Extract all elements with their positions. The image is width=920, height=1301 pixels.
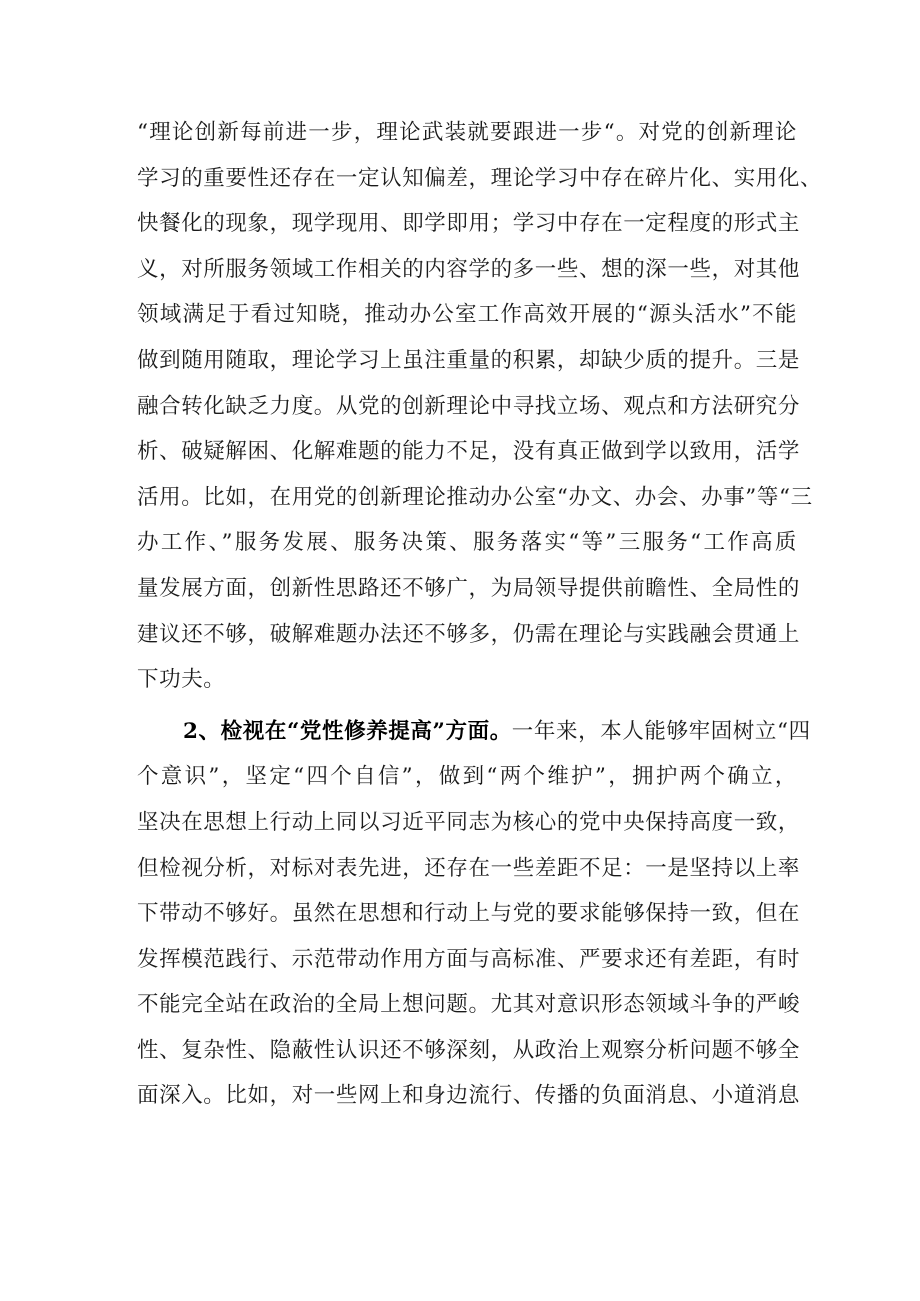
- text-line: 义，对所服务领域工作相关的内容学的多一些、想的深一些，对其他: [137, 256, 801, 282]
- text-line: 不能完全站在政治的全局上想问题。尤其对意识形态领域斗争的严峻: [137, 992, 801, 1018]
- section-heading-line: [137, 709, 811, 755]
- text-line: 办工作、”服务发展、服务决策、服务落实“等”三服务“工作高质: [137, 530, 797, 556]
- text-line: 析、破疑解困、化解难题的能力不足，没有真正做到学以致用，活学: [137, 439, 801, 465]
- text-line: 个意识”，坚定“四个自信”，做到“两个维护”，拥护两个确立，: [137, 764, 797, 790]
- text-line: 学习的重要性还存在一定认知偏差，理论学习中存在碎片化、实用化、: [137, 165, 823, 191]
- text-line: 快餐化的现象，现学现用、即学即用；学习中存在一定程度的形式主: [137, 211, 801, 237]
- text-line: 下功夫。: [137, 667, 226, 693]
- section-heading: 2、检视在“党性修养提高”方面。: [183, 718, 512, 744]
- text-line: 但检视分析，对标对表先进，还存在一些差距不足：一是坚持以上率: [137, 855, 801, 881]
- text-line: 融合转化缺乏力度。从党的创新理论中寻找立场、观点和方法研究分: [137, 393, 801, 419]
- text-line: 活用。比如，在用党的创新理论推动办公室“办文、办会、办事”等“三: [137, 484, 813, 510]
- text-line: 面深入。比如，对一些网上和身边流行、传播的负面消息、小道消息: [137, 1083, 801, 1109]
- text-line: 下带动不够好。虽然在思想和行动上与党的要求能够保持一致，但在: [137, 901, 801, 927]
- text-line: 发挥模范践行、示范带动作用方面与高标准、严要求还有差距，有时: [137, 946, 801, 972]
- document-body: [137, 110, 823, 1119]
- text-line: 建议还不够，破解难题办法还不够多，仍需在理论与实践融会贯通上: [137, 621, 801, 647]
- text-line: 领域满足于看过知晓，推动办公室工作高效开展的“源头活水”不能: [137, 302, 797, 328]
- text-line: 性、复杂性、隐蔽性认识还不够深刻，从政治上观察分析问题不够全: [137, 1037, 801, 1063]
- section-heading-rest: 一年来，本人能够牢固树立“四: [511, 718, 811, 744]
- paragraph-theory-study: [137, 110, 823, 703]
- text-line: “理论创新每前进一步，理论武装就要跟进一步“。对党的创新理论: [137, 120, 797, 145]
- text-line: 量发展方面，创新性思路还不够广，为局领导提供前瞻性、全局性的: [137, 575, 801, 601]
- paragraph-party-spirit: [137, 709, 811, 1119]
- text-line: 做到随用随取，理论学习上虽注重量的积累，却缺少质的提升。三是: [137, 347, 801, 373]
- text-line: 坚决在思想上行动上同以习近平同志为核心的党中央保持高度一致，: [137, 809, 801, 835]
